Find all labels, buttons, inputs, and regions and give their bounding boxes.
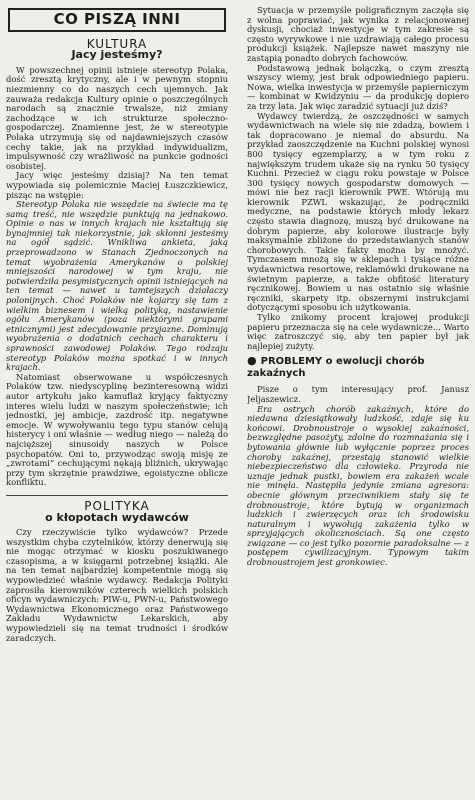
problemy-intro: Pisze o tym interesujący prof. Janusz Jeljaszewicz. bbox=[247, 384, 469, 404]
problemy-quote: Era ostrych chorób zakaźnych, które do niedawna dziesiątkowały ludzkość, zdaje się ku końcowi. Drobnoustroje o wysokiej zakaźności, bezwzględne pasożyty, zdolne do rozmnażania się i bytowania głównie lub wyłącznie poprzez proces choroby zakaźnej, przestają stanowić wielkie niebezpieczeństwo dla człowieka. Przyroda nie uznaje jednak pustki, bowiem era zakażeń wcale nie minęła. Następiła jedynie zmiana agresora: obecnie głównym przeciwnikiem stały się te drobnoustroje, które bytują w organizmach ludzkich i zwierzęcych oraz ich środowisku naturalnym i wywołują zakażenia tylko w sprzyjających okolicznościach. Są one często związane — co jest tylko pozornie paradoksalne — z postępem cywilizacyjnym. Typowym takim drobnoustrojem jest gronkowiec. bbox=[247, 403, 469, 568]
kultura-title: KULTURA bbox=[86, 36, 148, 51]
kultura-subtitle: Jacy jesteśmy? bbox=[71, 48, 163, 62]
problemy-title: PROBLEMY o ewolucji chorób zakaźnych bbox=[247, 356, 425, 380]
header-box bbox=[8, 8, 226, 32]
polityka-paragraph-4: Wydawcy twierdzą, że oszczędności w samych wydawnictwach na wiele się nie zdadzą, bowiem i tak dopracowano je niemal do absurdu. Na przykład zaoszczędzenie na Kuchni polskiej wynosi 800 tysięcy egzemplarzy, a w tym roku z największym trudem ukaże się na rynku 50 tysięcy Kuchni. Przecież w ciągu roku powstaje w Polsce 300 tysięcy nowych gospodarstw domowych — mówi nie bez racji kierownik PWE. Wtórują mu kierownik PZWL wskazując, że podręczniki medyczne, na podstawie których młody lekarz często stawia diagnozę, muszą być drukowane na dobrym papierze, aby kolorowe ilustracje były maksymalnie zbliżone do przedstawianych stanów chorobowych. Takie fakty można by mnożyć. Tymczasem mnożą się w sklepach i tysiące różne wydawnictwa resortowe, reklamówki drukowane na świetnym papierze, a także obfitość literatury ręcznikowej. Bowiem u nas ostatnio się właśnie ręczniki, skarpety itp. obszernymi instrukcjami dotyczącymi sposobu ich użytkowania. bbox=[247, 110, 469, 313]
polityka-paragraph-5: Tylko znikomy procent krajowej produkcji papieru przeznacza się na cele wydawnicze... Warto więc zatroszczyć się, aby ten papier był jak najlepiej zużyty. bbox=[247, 312, 469, 351]
kultura-paragraph-1: W powszechnej opinii istnieje stereotyp Polaka, dość zresztą krytyczny, ale i w pewnym stopniu niezmienny co do naszych cech ujemnych. Jak zauważa redakcja Kultury opinie o poszczególnych narodach są znacznie trwalsze, niż zmiany zachodzące w ich strukturze społeczno-gospodarczej. Znamienne jest, że w stereotypie Polaka utrzymują się od najdawniejszych czasów cechy takie, jak na przykład indywidualizm, impulsywność czy wrażliwość na punkcie godności osobistej. bbox=[6, 64, 228, 171]
right-column bbox=[247, 6, 469, 798]
kultura-quote: Stereotyp Polaka nie wszędzie na świecie ma tę samą treść, nie wszędzie punktują na jednakowo. Opinie o nas w innych krajach nie kształtują się bynajmniej tak niekorzystnie, jak skłonni jesteśmy na ogół sądzić. Wnikliwa ankieta, jaką przeprowadzono w Stanach Zjednoczonych na temat wyobrażenia Amerykanów o polskiej mniejszości narodowej w tym kraju, nie potwierdziła pesymistycznych opinii istniejących na ten temat — nawet u tamtejszych działaczy polonijnych. Choć Polaków nie kojarzy się tam z wielkim biznesem i wielką polityką, nastawienie ogółu Amerykanów (poza niektórymi grupami etnicznymi) jest zdecydowanie przyjazne. Dominują wyobrażenia o dodatnich cechach charakteru i sprawności zawodowej Polaków. Tego rodzaju stereotyp Polaków można spotkać i w innych krajach. bbox=[6, 199, 228, 373]
kultura-paragraph-2: Jacy więc jesteśmy dzisiaj? Na ten temat wypowiada się polemicznie Maciej Łuszczkiewicz, pisząc na wstępie: bbox=[6, 170, 228, 200]
polityka-paragraph-1: Czy rzeczywiście tylko wydawców? Przede wszystkim chyba czytelników, którzy denerwują się nie mogąc otrzymać w kiosku poszukiwanego czasopisma, a w księgarni potrzebnej książki. Ale na ten temat najbardziej kompetentnie mogą się wypowiedzieć właśnie wydawcy. Redakcja Polityki zaprosiła kierowników czterech wielkich polskich oficyn wydawniczych: PIW-u, PWN-u, Państwowego Wydawnictwa Ekonomicznego oraz Państwowego Zakładu Wydawnictw Lekarskich, aby wypowiedzieli się na temat trudności i środków zaradczych. bbox=[6, 527, 228, 643]
polityka-subtitle: o kłopotach wydawców bbox=[45, 510, 189, 524]
bullet-icon: ● bbox=[247, 354, 257, 368]
header-title: CO PISZĄ INNI bbox=[53, 10, 181, 28]
polityka-paragraph-2: Sytuacja w przemyśle poligraficznym zaczęła się z wolna poprawiać, jak wynika z relacjonowanej dyskusji, chociaż inwestycje w tym zakresie są często wyrywkowe i nie uzdrawiają całego procesu produkcji książek. Najlepsze nawet maszyny nie zastąpią ponadto dobrych fachowców. bbox=[247, 6, 469, 63]
left-column bbox=[6, 6, 228, 798]
section-divider bbox=[6, 495, 228, 496]
polityka-paragraph-3: Podstawową jednak bolączką, o czym zresztą wszyscy wiemy, jest brak odpowiedniego papieru. Nowa, wielka inwestycja w przemyśle papierniczym — kombinat w Kwidzyniu — da produkcję dopiero za trzy lata. Jak więc zaradzić sytuacji już dziś? bbox=[247, 62, 469, 111]
problemy-heading bbox=[247, 355, 469, 380]
kultura-closing: Natomiast obserwowane u współczesnych Polaków tzw. niedyscyplinę bezinteresowną widzi autor artykułu jako kamuflaż kryjący faktyczny interes wielu ludzi w naszym społeczeństwie; ich jednostki, jej ambicje, zazdrość itp. negatywne emocje. W wywoływaniu tego typu stanów celują histerycy i oni właśnie — według niego — należą do najcięższej sinusoidy naszych w Polsce psychopatów. Oni to, przywodząc swoją misję ze „zwrotami” cechującymi nękają bliźnich, ukrywając przy tym skrzętnie prawdziwe, egoistyczne oblicze konfliktu. bbox=[6, 371, 228, 488]
polityka-title: POLITYKA bbox=[84, 498, 150, 513]
